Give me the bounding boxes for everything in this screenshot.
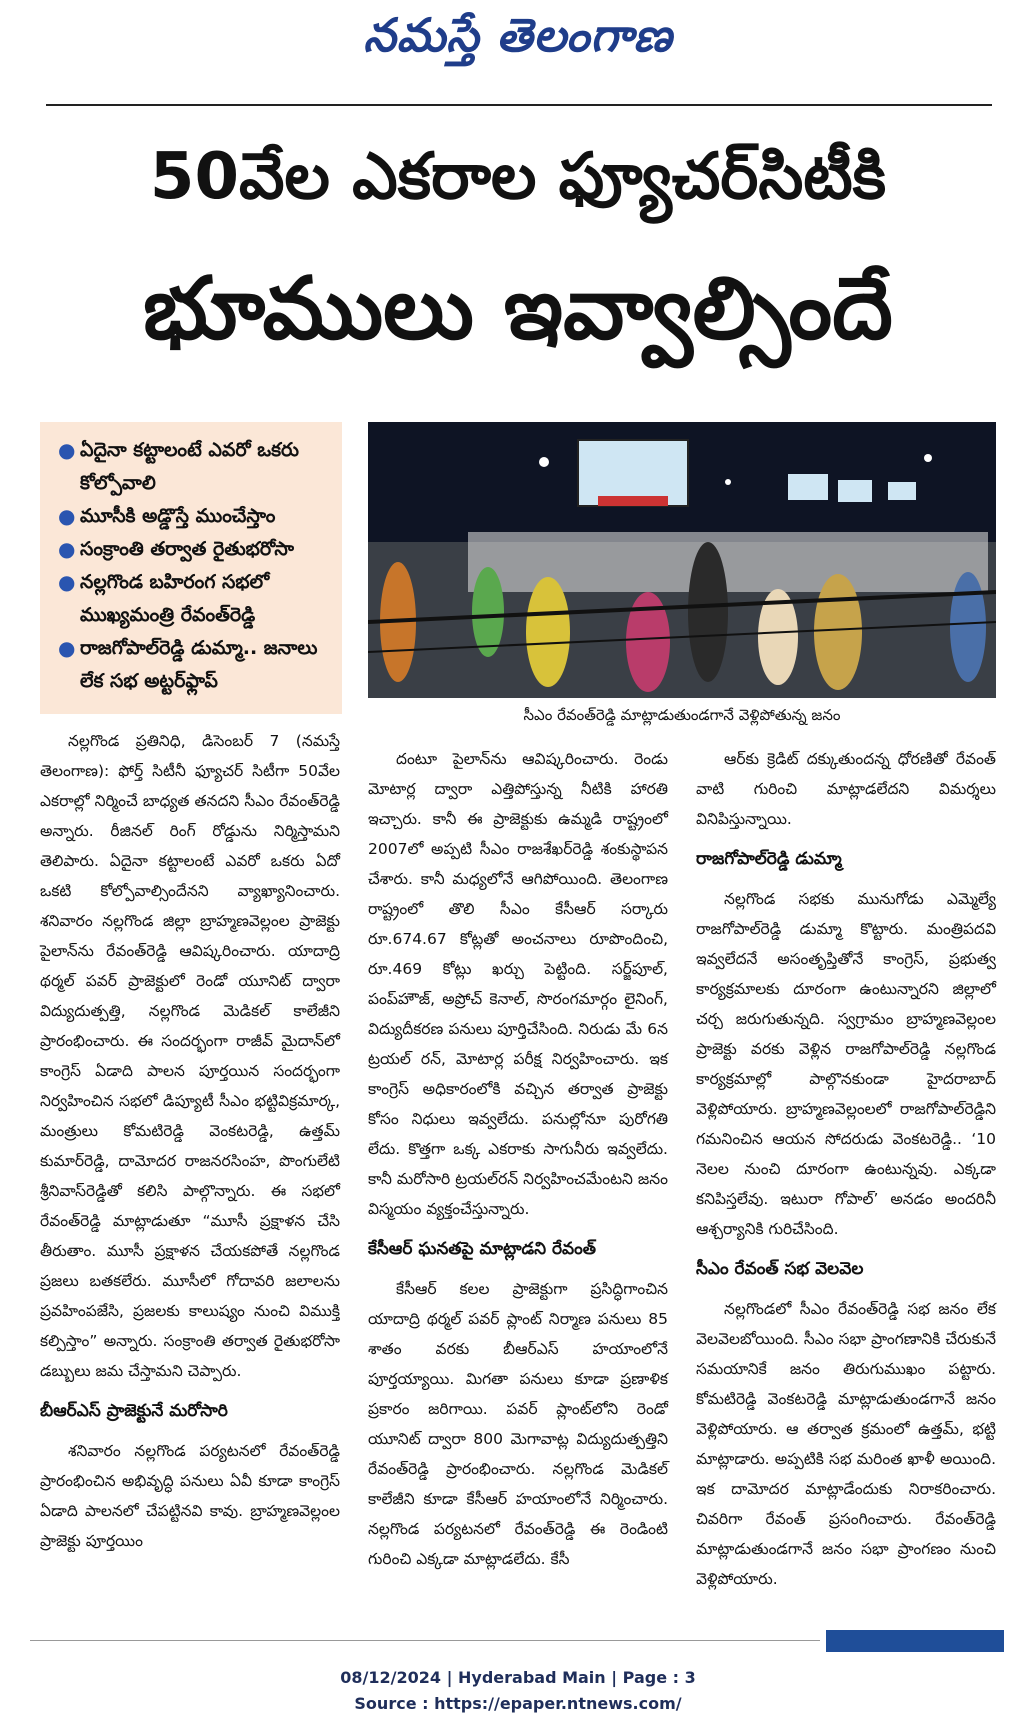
sub-heading: బీఆర్‌ఎస్ ప్రాజెక్టునే మరోసారి: [40, 1401, 228, 1421]
source-link[interactable]: Source : https://epaper.ntnews.com/: [354, 1694, 682, 1713]
article-column-1: [40, 726, 340, 1556]
rally-crowd-image: [368, 422, 996, 698]
footer-accent-bar: [826, 1630, 1004, 1652]
highlight-item: ● ఏదైనా కట్టాలంటే ఎవరో ఒకరు కోల్పోవాలి: [58, 434, 332, 500]
bullet-icon: ●: [58, 438, 76, 462]
highlight-item: ● సంక్రాంతి తర్వాత రైతుభరోసా: [58, 533, 332, 566]
article-paragraph: ఆర్‌కు క్రెడిట్ దక్కుతుందన్న ధోరణితో రేవంత్ వాటి గురించి మాట్లాడలేదని విమర్శలు వినిపిస్తున్నాయి.: [696, 750, 996, 828]
highlight-item: ● నల్లగొండ బహిరంగ సభలో ముఖ్యమంత్రి రేవంత్‌రెడ్డి: [58, 566, 332, 632]
highlight-item: ● మూసీకి అడ్డొస్తే ముంచేస్తాం: [58, 500, 332, 533]
article-paragraph: శనివారం నల్లగొండ పర్యటనలో రేవంత్‌రెడ్డి ప్రారంభించిన అభివృద్ధి పనులు ఏవీ కూడా కాంగ్రెస్ ఏడాది పాలనలో చేపట్టినవి కావు. బ్రాహ్మణవెల్లంల ప్రాజెక్టు పూర్తయిం: [40, 1442, 340, 1550]
highlights-box: [40, 422, 342, 714]
article-paragraph: నల్లగొండ సభకు మునుగోడు ఎమ్మెల్యే రాజగోపాల్‌రెడ్డి డుమ్మా కొట్టారు. మంత్రిపదవి ఇవ్వలేదనే అసంతృప్తితోనే కాంగ్రెస్, ప్రభుత్వ కార్యక్రమాలకు దూరంగా ఉంటున్నారని జిల్లాలో చర్చ జరుగుతున్నది. స్వగ్రామం బ్రాహ్మణవెల్లంల ప్రాజెక్టు వరకు వెళ్లిన రాజగోపాల్‌రెడ్డి నల్లగొండ కార్యక్రమాల్లో పాల్గొనకుండా హైదరాబాద్ వెళ్లిపోయారు. బ్రాహ్మణవెల్లంలలో రాజగోపాల్‌రెడ్డిని గమనించిన ఆయన సోదరుడు వెంకటరెడ్డి.. ‘10 నెలల నుంచి దూరంగా ఉంటున్నవు. ఎక్కడా కనిపిస్తలేవు. ఇటురా గోపాల్’ అనడం అందరినీ ఆశ్చర్యానికి గురిచేసింది.: [696, 890, 996, 1238]
headline-line-2: భూములు ఇవ్వాల్సిందే: [143, 259, 893, 359]
edition-info: 08/12/2024 | Hyderabad Main | Page : 3: [340, 1668, 696, 1687]
article-paragraph: దంటూ పైలాన్‌ను ఆవిష్కరించారు. రెండు మోటార్ల ద్వారా ఎత్తిపోస్తున్న నీటికి హారతి ఇచ్చారు. కానీ ఈ ప్రాజెక్టుకు ఉమ్మడి రాష్ట్రంలో 2007లో అప్పటి సీఎం రాజశేఖర్‌రెడ్డి శంకుస్థాపన చేశారు. కానీ మధ్యలోనే ఆగిపోయింది. తెలంగాణ రాష్ట్రంలో తొలి సీఎం కేసీఆర్ సర్కారు రూ.674.67 కోట్లతో అంచనాలు రూపొందించి, రూ.469 కోట్లు ఖర్చు పెట్టింది. సర్జ్‌పూల్, పంప్‌హౌజ్, అప్రోచ్ కెనాల్, సొరంగమార్గం లైనింగ్, విద్యుదీకరణ పనులు పూర్తిచేసింది. నిరుడు మే 6న ట్రయల్ రన్, మోటార్ల పరీక్ష నిర్వహించారు. ఇక కాంగ్రెస్ అధికారంలోకి వచ్చిన తర్వాత ప్రాజెక్టు కోసం నిధులు ఇవ్వలేదు. పనుల్లోనూ పురోగతి లేదు. కొత్తగా ఒక్క ఎకరాకు సాగునీరు ఇవ్వలేదు. కానీ మరోసారి ట్రయల్‌రన్ నిర్వహించమేంటని జనం విస్మయం వ్యక్తంచేస్తున్నారు.: [368, 750, 668, 1218]
bullet-icon: ●: [58, 504, 76, 528]
article-paragraph: కేసీఆర్ కలల ప్రాజెక్టుగా ప్రసిద్ధిగాంచిన యాదాద్రి థర్మల్ పవర్ ప్లాంట్ నిర్మాణ పనులు 85 శాతం వరకు బీఆర్‌ఎస్ హయాంలోనే పూర్తయ్యాయి. మిగతా పనులు కూడా ప్రణాళిక ప్రకారం జరిగాయి. పవర్ ప్లాంట్‌లోని రెండో యూనిట్ ద్వారా 800 మెగావాట్ల విద్యుదుత్పత్తిని రేవంత్‌రెడ్డి ప్రారంభించారు. నల్లగొండ మెడికల్ కాలేజీని కూడా కేసీఆర్ హయాంలోనే నిర్మించారు. నల్లగొండ పర్యటనలో రేవంత్‌రెడ్డి ఈ రెండింటి గురించి ఎక్కడా మాట్లాడలేదు. కేసీ: [368, 1280, 668, 1568]
sub-heading: సీఎం రేవంత్ సభ వెలవెల: [696, 1259, 864, 1279]
bullet-icon: ●: [58, 537, 76, 561]
masthead: [0, 8, 1036, 74]
highlight-item: ● రాజగోపాల్‌రెడ్డి డుమ్మా.. జనాలు లేక సభ అట్టర్‌ఫ్లాప్: [58, 632, 332, 698]
article-paragraph: నల్లగొండలో సీఎం రేవంత్‌రెడ్డి సభ జనం లేక వెలవెలబోయింది. సీఎం సభా ప్రాంగణానికి చేరుకునే సమయానికే జనం తిరుగుముఖం పట్టారు. కోమటిరెడ్డి వెంకటరెడ్డి మాట్లాడుతుండగానే జనం వెళ్లిపోయారు. ఆ తర్వాత క్రమంలో ఉత్తమ్, భట్టి మాట్లాడారు. అప్పటికి సభ మరింత ఖాళీ అయింది. ఇక దామోదర మాట్లాడేందుకు నిరాకరించారు. చివరిగా రేవంత్ ప్రసంగించారు. రేవంత్‌రెడ్డి మాట్లాడుతుండగానే జనం సభా ప్రాంగణం నుంచి వెళ్లిపోయారు.: [696, 1300, 996, 1588]
sub-heading: రాజగోపాల్‌రెడ్డి డుమ్మా: [696, 849, 842, 869]
headline-line-1: 50వేల ఎకరాల ఫ్యూచర్‌సిటీకి: [149, 140, 887, 214]
photo-caption: సీఎం రేవంత్‌రెడ్డి మాట్లాడుతుండగానే వెళ్లిపోతున్న జనం: [523, 706, 841, 724]
article-paragraph: నల్లగొండ ప్రతినిధి, డిసెంబర్ 7 (నమస్తే తెలంగాణ): ఫోర్త్ సిటీనీ ఫ్యూచర్ సిటీగా 50వేల ఎకరాల్లో నిర్మించే బాధ్యత తనదని సీఎం రేవంత్‌రెడ్డి అన్నారు. రీజినల్ రింగ్ రోడ్డును నిర్మిస్తామని తెలిపారు. ఏదైనా కట్టాలంటే ఎవరో ఒకరు ఏదో ఒకటి కోల్పోవాల్సిందేనని వ్యాఖ్యానించారు. శనివారం నల్లగొండ జిల్లా బ్రాహ్మణవెల్లంల ప్రాజెక్టు పైలాన్‌ను రేవంత్‌రెడ్డి ఆవిష్కరించారు. యాదాద్రి థర్మల్ పవర్ ప్రాజెక్టులో రెండో యూనిట్ ద్వారా విద్యుదుత్పత్తి, నల్లగొండ మెడికల్ కాలేజీని ప్రారంభించారు. ఈ సందర్భంగా రాజీవ్ మైదాన్‌లో కాంగ్రెస్ ఏడాది పాలన పూర్తయిన సందర్భంగా నిర్వహించిన సభలో డిప్యూటీ సీఎం భట్టివిక్రమార్క, మంత్రులు కోమటిరెడ్డి వెంకటరెడ్డి, ఉత్తమ్ కుమార్‌రెడ్డి, దామోదర రాజనరసింహ, పొంగులేటి శ్రీనివాస్‌రెడ్డితో కలిసి పాల్గొన్నారు. ఈ సభలో రేవంత్‌రెడ్డి మాట్లాడుతూ “మూసీ ప్రక్షాళన చేసి తీరుతాం. మూసీ ప్రక్షాళన చేయకపోతే నల్లగొండ ప్రజలు బతకలేరు. మూసీలో గోదావరి జలాలను ప్రవహింపజేసి, ప్రజలకు కాలుష్యం నుంచి విముక్తి కల్పిస్తాం” అన్నారు. సంక్రాంతి తర్వాత రైతుభరోసా డబ్బులు జమ చేస్తామని చెప్పారు.: [40, 732, 340, 1380]
article-column-2: [368, 744, 668, 1574]
masthead-divider: [46, 104, 992, 106]
bullet-icon: ●: [58, 636, 76, 660]
footer-divider: [30, 1640, 820, 1641]
article-column-3: [696, 744, 996, 1594]
news-photo: [368, 422, 996, 698]
sub-heading: కేసీఆర్ ఘనతపై మాట్లాడని రేవంత్: [368, 1239, 596, 1259]
newspaper-logo: నమస్తే తెలంగాణ: [363, 8, 673, 62]
bullet-icon: ●: [58, 570, 76, 594]
